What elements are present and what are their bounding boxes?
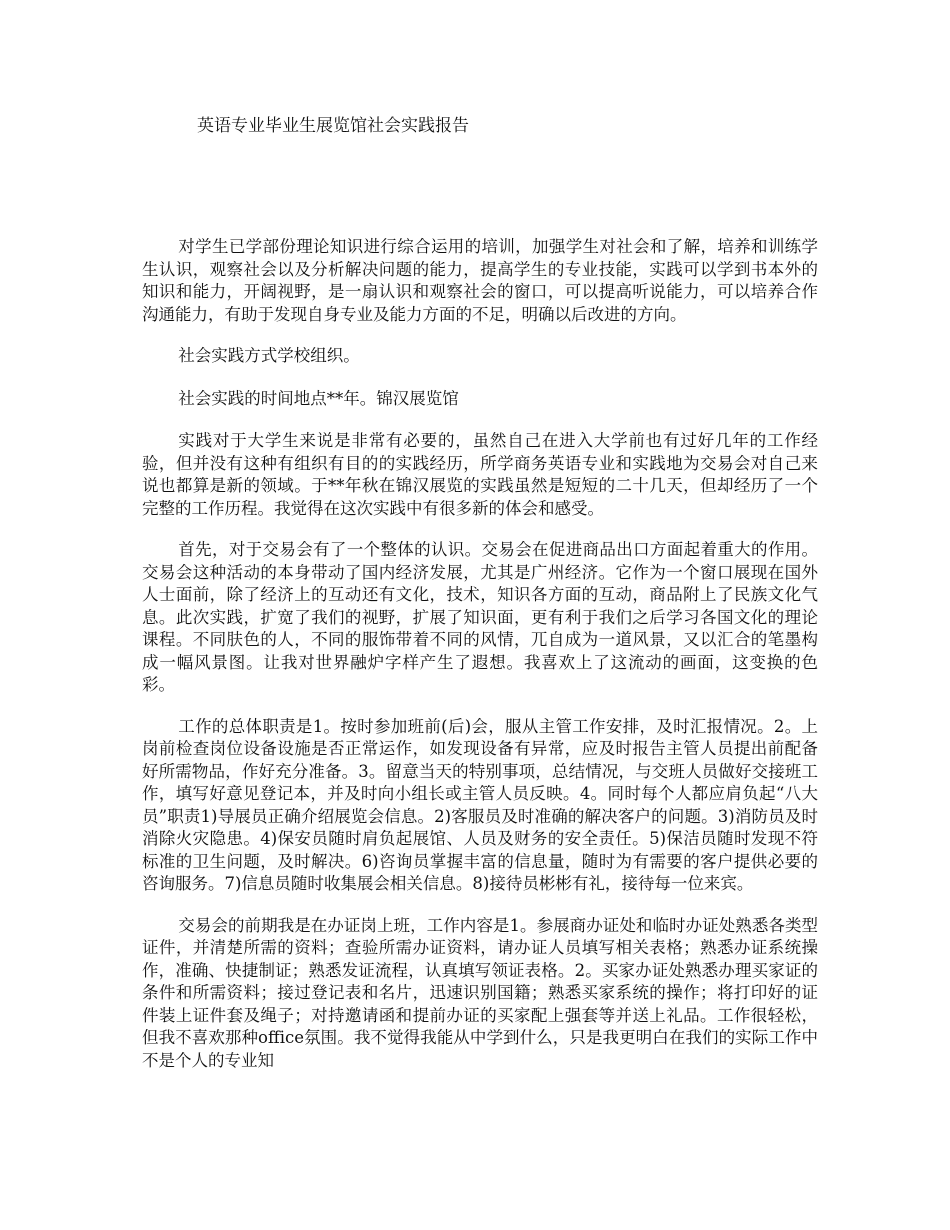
paragraph-method: 社会实践方式学校组织。 [178, 346, 360, 365]
paragraph-certificate-desk: 交易会的前期我是在办证岗上班，工作内容是1。参展商办证处和临时办证处熟悉各类型证件，并清楚所需的资料；查验所需办证资料，请办证人员填写相关表格；熟悉办证系统操作，准确、快捷制证；熟悉发证流程，认真填写领证表格。2。买家办证处熟悉办理买家证的条件和所需资料；接过登记表和名片，迅速识别国籍；熟悉买家系统的操作；将打印好的证件装上证件套及绳子；对持邀请函和提前办证的买家配上强套等并送上礼品。工作很轻松，但我不喜欢那种office氛围。我不觉得我能从中学到什么，只是我更明白在我们的实际工作中不是个人的专业知 [142, 915, 818, 1070]
paragraph-duties: 工作的总体职责是1。按时参加班前(后)会，服从主管工作安排，及时汇报情况。2。上岗前检查岗位设备设施是否正常运作，如发现设备有异常，应及时报告主管人员提出前配备好所需物品，作好充分准备。3。留意当天的特别事项，总结情况，与交班人员做好交接班工作，填写好意见登记本，并及时向小组长或主管人员反映。4。同时每个人都应肩负起“八大员”职责1)导展员正确介绍展览会信息。2)客服员及时准确的解决客户的问题。3)消防员及时消除火灾隐患。4)保安员随时肩负起展馆、人员及财务的安全责任。5)保洁员随时发现不符标准的卫生问题，及时解决。6)咨询员掌握丰富的信息量，随时为有需要的客户提供必要的咨询服务。7)信息员随时收集展会相关信息。8)接待员彬彬有礼，接待每一位来宾。 [142, 716, 818, 893]
paragraph-purpose: 对学生已学部份理论知识进行综合运用的培训，加强学生对社会和了解，培养和训练学生认识，观察社会以及分析解决问题的能力，提高学生的专业技能，实践可以学到书本外的知识和能力，开阔视野，是一扇认识和观察社会的窗口，可以提高听说能力，可以培养合作沟通能力，有助于发现自身专业及能力方面的不足，明确以后改进的方向。 [142, 237, 818, 324]
paragraph-experience: 实践对于大学生来说是非常有必要的，虽然自己在进入大学前也有过好几年的工作经验，但并没有这种有组织有目的的实践经历，所学商务英语专业和实践地为交易会对自己来说也都算是新的领域。于**年秋在锦汉展览的实践虽然是短短的二十几天，但却经历了一个完整的工作历程。我觉得在这次实践中有很多新的体会和感受。 [142, 431, 818, 518]
paragraph-time-place: 社会实践的时间地点**年。锦汉展览馆 [178, 388, 459, 408]
paragraph-understanding: 首先，对于交易会有了一个整体的认识。交易会在促进商品出口方面起着重大的作用。交易会这种活动的本身带动了国内经济发展，尤其是广州经济。它作为一个窗口展现在国外人士面前，除了经济上的互动还有文化，技术，知识各方面的互动，商品附上了民族文化气息。此次实践，扩宽了我们的视野，扩展了知识面，更有利于我们之后学习各国文化的理论课程。不同肤色的人，不同的服饰带着不同的风情，兀自成为一道风景，又以汇合的笔墨构成一幅风景图。让我对世界融炉字样产生了遐想。我喜欢上了这流动的画面，这变换的色彩。 [142, 540, 818, 694]
document-body [142, 236, 818, 1091]
document-title: 英语专业毕业生展览馆社会实践报告 [197, 116, 469, 136]
